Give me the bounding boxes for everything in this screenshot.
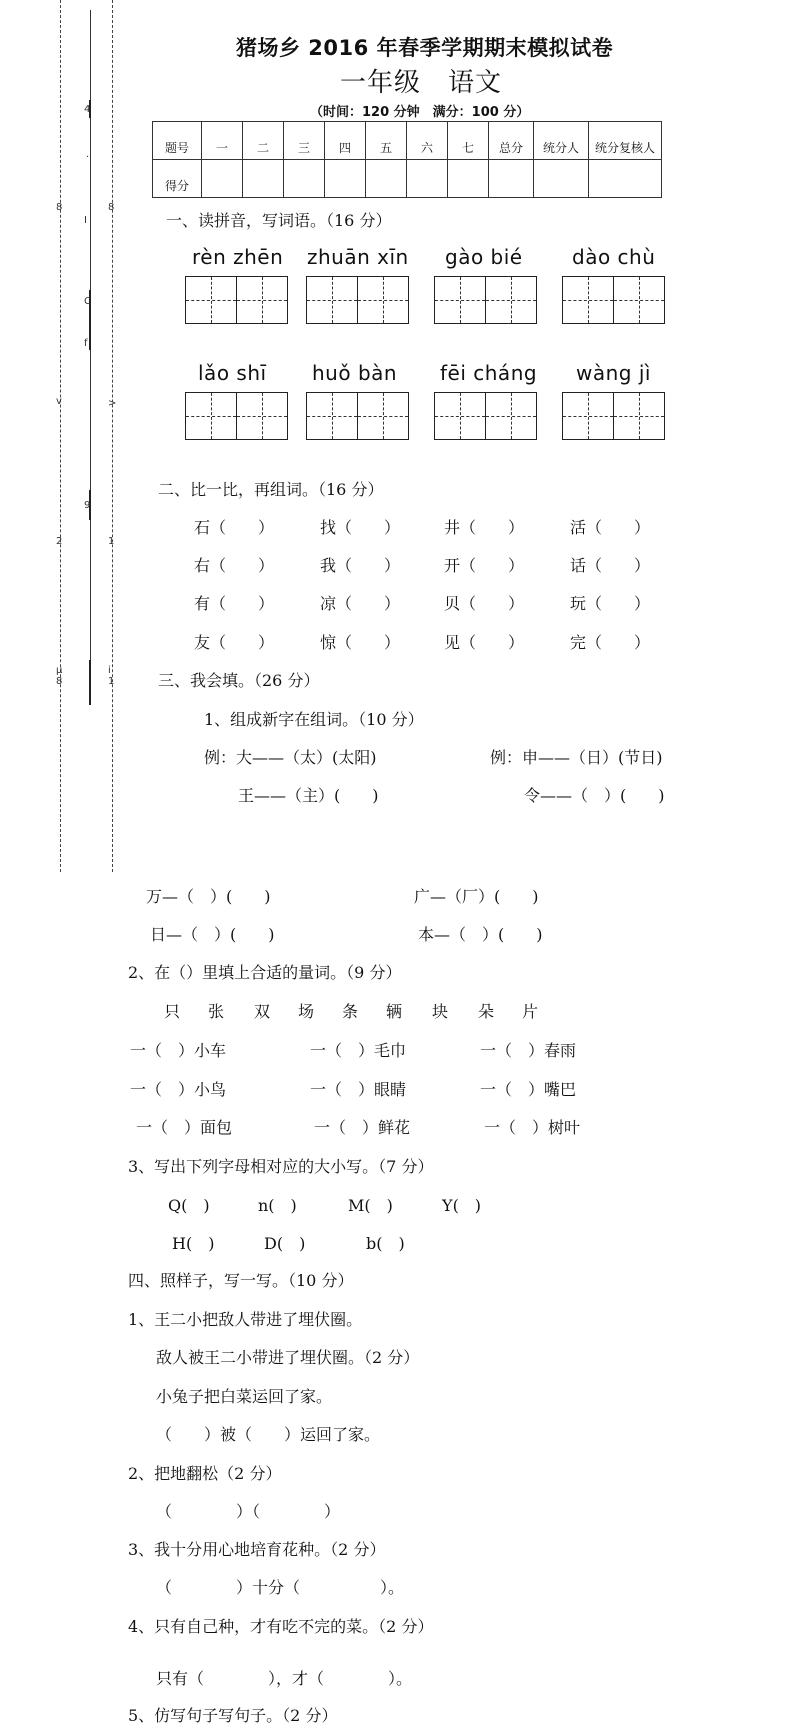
writing-cell[interactable] (185, 276, 237, 324)
q4-1-example: 敌人被王二小带进了埋伏圈。（2 分） (156, 1348, 420, 1367)
writing-cell[interactable] (434, 392, 486, 440)
writing-cell[interactable] (562, 392, 614, 440)
section4-title: 四、照样子，写一写。（10 分） (128, 1271, 354, 1290)
letter-item: Y( ) (442, 1196, 482, 1215)
margin-glyph: > (108, 398, 117, 409)
margin-glyph: μ (56, 665, 63, 676)
score-header-cell: 六 (407, 122, 448, 160)
score-row-label: 得分 (153, 160, 202, 198)
q4-1: 1、王二小把敌人带进了埋伏圈。 (128, 1310, 363, 1329)
writing-grid[interactable] (306, 392, 409, 440)
margin-glyph: i (108, 665, 111, 676)
margin-glyph: 8 (56, 676, 63, 687)
writing-cell[interactable] (613, 392, 665, 440)
binding-mark (89, 660, 91, 705)
measure-item: 一（ ）面包 (136, 1118, 233, 1137)
pinyin-label: wàng jì (576, 361, 651, 385)
writing-cell[interactable] (434, 276, 486, 324)
letter-item: Q( ) (168, 1196, 210, 1215)
compare-item: 贝（ ） (444, 594, 525, 613)
measure-item: 一（ ）树叶 (484, 1118, 581, 1137)
score-table (152, 121, 662, 198)
writing-cell[interactable] (485, 276, 537, 324)
score-input-cell[interactable] (284, 160, 325, 198)
measure-item: 一（ ）小车 (130, 1041, 227, 1060)
fill-row-b-left: 日—（ ）( ) (150, 925, 275, 944)
pinyin-label: fēi cháng (440, 361, 538, 385)
measure-word: 双 (254, 1002, 271, 1021)
margin-glyph: 8 (56, 202, 63, 213)
measure-word: 朵 (478, 1002, 495, 1021)
compare-item: 有（ ） (194, 594, 275, 613)
score-input-cell[interactable] (534, 160, 589, 198)
q4-2-fill: （ ）（ ） (156, 1502, 341, 1521)
section2-title: 二、比一比，再组词。（16 分） (158, 480, 384, 499)
score-table-header-row (153, 122, 662, 160)
binding-line-left (60, 0, 61, 872)
exam-school-title: 猪场乡 2016 年春季学期期末模拟试卷 (236, 36, 614, 60)
fill-row-a-left: 万—（ ）( ) (146, 887, 271, 906)
score-header-cell: 一 (202, 122, 243, 160)
writing-grid[interactable] (185, 392, 288, 440)
compare-item: 活（ ） (570, 518, 651, 537)
score-header-cell: 三 (284, 122, 325, 160)
writing-cell[interactable] (236, 392, 288, 440)
score-header-cell: 七 (448, 122, 489, 160)
score-input-cell[interactable] (243, 160, 284, 198)
score-input-cell[interactable] (366, 160, 407, 198)
binding-line-right (112, 0, 113, 872)
score-input-cell[interactable] (448, 160, 489, 198)
pinyin-label: dào chù (572, 245, 656, 269)
fill-left: 王——（主）( ) (238, 786, 379, 805)
margin-glyph: · (86, 152, 90, 163)
letter-item: D( ) (264, 1234, 306, 1253)
score-header-cell: 题号 (153, 122, 202, 160)
compare-item: 凉（ ） (320, 594, 401, 613)
score-input-cell[interactable] (202, 160, 243, 198)
score-table-score-row (153, 160, 662, 198)
writing-cell[interactable] (562, 276, 614, 324)
margin-glyph: 8 (108, 202, 115, 213)
example-left: 例：大——（太）(太阳) (204, 748, 377, 767)
measure-item: 一（ ）嘴巴 (480, 1080, 577, 1099)
compare-item: 见（ ） (444, 633, 525, 652)
measure-word: 只 (164, 1002, 181, 1021)
pinyin-label: zhuān xīn (307, 245, 409, 269)
compare-item: 开（ ） (444, 556, 525, 575)
pinyin-label: rèn zhēn (192, 245, 284, 269)
q4-3: 3、我十分用心地培育花种。（2 分） (128, 1540, 386, 1559)
exam-info: （时间：120 分钟 满分：100 分） (310, 105, 530, 120)
margin-glyph: f (84, 338, 88, 349)
measure-word: 片 (522, 1002, 539, 1021)
measure-word: 辆 (386, 1002, 403, 1021)
compare-item: 我（ ） (320, 556, 401, 575)
score-header-cell: 统分复核人 (589, 122, 662, 160)
score-header-cell: 总分 (489, 122, 534, 160)
pinyin-label: lǎo shī (198, 361, 267, 385)
score-input-cell[interactable] (325, 160, 366, 198)
score-input-cell[interactable] (407, 160, 448, 198)
writing-cell[interactable] (357, 276, 409, 324)
score-header-cell: 五 (366, 122, 407, 160)
margin-glyph: I (84, 215, 87, 226)
measure-word: 块 (432, 1002, 449, 1021)
measure-item: 一（ ）眼睛 (310, 1080, 407, 1099)
writing-cell[interactable] (306, 392, 358, 440)
q4-4-fill: 只有（ ），才（ ）。 (156, 1669, 413, 1688)
letter-item: b( ) (366, 1234, 405, 1253)
q4-2: 2、把地翻松（2 分） (128, 1464, 282, 1483)
measure-item: 一（ ）毛巾 (310, 1041, 407, 1060)
compare-item: 右（ ） (194, 556, 275, 575)
letter-item: H( ) (172, 1234, 215, 1253)
score-input-cell[interactable] (589, 160, 662, 198)
q3-1-title: 1、组成新字在组词。（10 分） (204, 710, 424, 729)
measure-word: 张 (208, 1002, 225, 1021)
q4-4: 4、只有自己种，才有吃不完的菜。（2 分） (128, 1617, 434, 1636)
compare-item: 井（ ） (444, 518, 525, 537)
compare-item: 话（ ） (570, 556, 651, 575)
margin-glyph: 1 (108, 676, 115, 687)
compare-item: 友（ ） (194, 633, 275, 652)
writing-grid[interactable] (562, 392, 665, 440)
pinyin-label: gào bié (445, 245, 523, 269)
letter-item: M( ) (348, 1196, 393, 1215)
score-input-cell[interactable] (489, 160, 534, 198)
fill-right: 令——（ ）( ) (524, 786, 665, 805)
writing-grid[interactable] (185, 276, 288, 324)
writing-cell[interactable] (613, 276, 665, 324)
q3-3-title: 3、写出下列字母相对应的大小写。（7 分） (128, 1157, 434, 1176)
writing-grid[interactable] (562, 276, 665, 324)
measure-item: 一（ ）小鸟 (130, 1080, 227, 1099)
writing-cell[interactable] (357, 392, 409, 440)
measure-item: 一（ ）鲜花 (314, 1118, 411, 1137)
margin-glyph: 4 (84, 104, 91, 115)
score-header-cell: 二 (243, 122, 284, 160)
margin-glyph: C (84, 296, 91, 307)
section3-title: 三、我会填。（26 分） (158, 671, 320, 690)
writing-cell[interactable] (236, 276, 288, 324)
writing-grid[interactable] (434, 392, 537, 440)
q4-5-partial: 5、仿写句子写句子。（2 分） (128, 1706, 338, 1725)
q3-2-title: 2、在（）里填上合适的量词。（9 分） (128, 963, 402, 982)
compare-item: 完（ ） (570, 633, 651, 652)
measure-word: 场 (298, 1002, 315, 1021)
pinyin-label: huǒ bàn (312, 361, 398, 385)
compare-item: 石（ ） (194, 518, 275, 537)
margin-glyph: 9 (84, 500, 91, 511)
q4-3-fill: （ ）十分（ ）。 (156, 1578, 405, 1597)
score-header-cell: 统分人 (534, 122, 589, 160)
compare-item: 惊（ ） (320, 633, 401, 652)
margin-glyph: v (56, 396, 62, 407)
q4-1-fill: （ ）被（ ）运回了家。 (156, 1425, 381, 1444)
measure-word: 条 (342, 1002, 359, 1021)
q4-1-prompt: 小兔子把白菜运回了家。 (156, 1387, 333, 1406)
exam-grade-title: 一年级 语文 (340, 68, 503, 98)
measure-item: 一（ ）春雨 (480, 1041, 577, 1060)
compare-item: 找（ ） (320, 518, 401, 537)
writing-cell[interactable] (485, 392, 537, 440)
writing-grid[interactable] (306, 276, 409, 324)
writing-cell[interactable] (185, 392, 237, 440)
compare-item: 玩（ ） (570, 594, 651, 613)
score-header-cell: 四 (325, 122, 366, 160)
margin-glyph: 1 (108, 536, 115, 547)
writing-cell[interactable] (306, 276, 358, 324)
fill-row-b-right: 本—（ ）( ) (418, 925, 543, 944)
example-right: 例：申——（日）(节日) (490, 748, 663, 767)
letter-item: n( ) (258, 1196, 297, 1215)
margin-glyph: 2 (56, 536, 63, 547)
section1-title: 一、读拼音，写词语。（16 分） (166, 211, 392, 230)
writing-grid[interactable] (434, 276, 537, 324)
fill-row-a-right: 广—（厂）( ) (414, 887, 539, 906)
